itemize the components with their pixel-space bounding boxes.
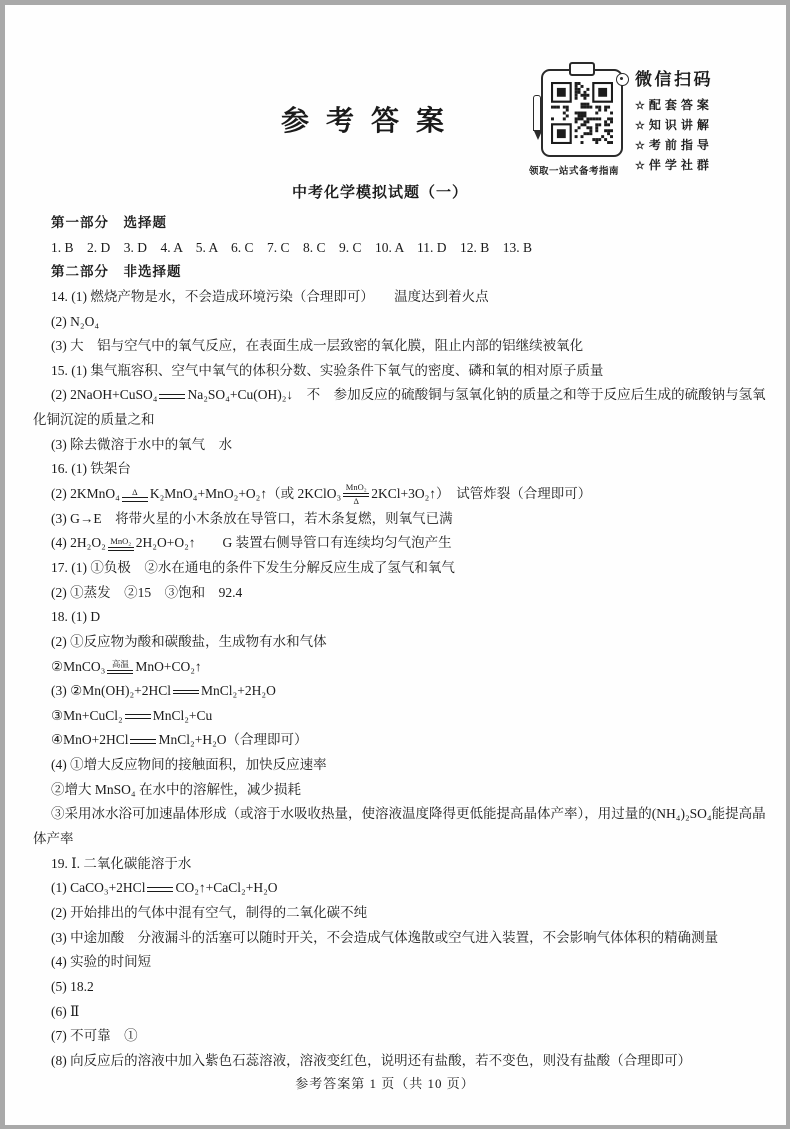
- reaction-equals-sign: [159, 394, 185, 399]
- answer-line: (5) 18.2: [51, 978, 94, 994]
- answer-line: ②MnCO₃ 高温 MnO+CO₂↑: [51, 658, 202, 674]
- answer-line: (3) G→E 将带火星的小木条放在导管口，若木条复燃，则氧气已满: [51, 510, 453, 526]
- star-icon: ☆: [635, 100, 645, 112]
- reaction-equals-sign: MnO₂ Δ: [343, 483, 369, 506]
- answer-line: 17. (1) ①负极 ②水在通电的条件下发生分解反应生成了氢气和氧气: [51, 559, 455, 575]
- answer-line: (2) 2NaOH+CuSO₄ Na₂SO₄+Cu(OH)₂↓ 不 参加反应的硫酸铜与氢氧化钠的质量之和等于反应后生成的硫酸钠与氢氧: [51, 387, 766, 403]
- answers-body: [5, 211, 786, 1073]
- star-icon: ☆: [635, 160, 645, 172]
- wechat-qr-code-icon: [551, 82, 613, 144]
- qr-benefit-item: ☆ 知识讲解: [635, 118, 713, 132]
- answer-line: 化铜沉淀的质量之和: [33, 412, 155, 428]
- reaction-equals-sign: [147, 887, 173, 892]
- answer-line: (4) 实验的时间短: [51, 954, 152, 970]
- star-icon: ☆: [635, 140, 645, 152]
- answer-line: (6) Ⅱ: [51, 1003, 80, 1019]
- answer-line: 18. (1) D: [51, 609, 101, 625]
- qr-benefit-item: ☆ 配套答案: [635, 98, 713, 112]
- pencil-icon: [533, 95, 543, 143]
- answer-line: (3) 中途加酸 分液漏斗的活塞可以随时开关，不会造成气体逸散或空气进入装置，不会影响气体体积的精确测量: [51, 929, 719, 945]
- answer-line: 15. (1) 集气瓶容积、空气中氧气的体积分数、实验条件下氧气的密度、磷和氧的相对原子质量: [51, 362, 604, 378]
- qr-benefit-item: ☆ 考前指导: [635, 138, 713, 152]
- answer-line: (2) 开始排出的气体中混有空气，制得的二氧化碳不纯: [51, 904, 368, 920]
- qr-benefit-item: ☆ 伴学社群: [635, 158, 713, 172]
- qr-circle-decoration: [616, 73, 629, 86]
- answer-line: (3) 除去微溶于水中的氧气 水: [51, 436, 233, 452]
- answer-line: ③采用冰水浴可加速晶体形成（或溶于水吸收热量，使溶液温度降得更低能提高晶体产率），用过量的(NH₄)₂SO₄能提高晶: [51, 806, 766, 822]
- answer-line: 第一部分 选择题: [51, 215, 167, 230]
- answer-line: 19. Ⅰ. 二氧化碳能溶于水: [51, 855, 192, 871]
- answer-line: (4) 2H₂O₂ MnO₂ 2H₂O+O₂↑ G 装置右侧导管口有连续均匀气泡产生: [51, 535, 452, 551]
- scanned-page: [5, 5, 786, 1125]
- answer-line: (8) 向反应后的溶液中加入紫色石蕊溶液，溶液变红色，说明还有盐酸，若不变色，则没有盐酸（合理即可）: [51, 1052, 692, 1068]
- page-title: 参 考 答 案: [281, 106, 450, 137]
- answer-line: 14. (1) 燃烧产物是水，不会造成环境污染（合理即可） 温度达到着火点: [51, 288, 489, 304]
- reaction-equals-sign: Δ: [122, 488, 148, 502]
- answer-line: 16. (1) 铁架台: [51, 461, 131, 477]
- reaction-equals-sign: MnO₂: [108, 537, 134, 551]
- answer-line: (1) CaCO₃+2HCl CO₂↑+CaCl₂+H₂O: [51, 880, 278, 896]
- answer-line: 1. B 2. D 3. D 4. A 5. A 6. C 7. C 8. C 9. C 10. A 11. D 12. B 13. B: [51, 239, 533, 255]
- answer-line: (4) ①增大反应物间的接触面积，加快反应速率: [51, 757, 327, 773]
- qr-frame: [541, 69, 623, 157]
- star-icon: ☆: [635, 120, 645, 132]
- wechat-qr-panel: [527, 63, 753, 175]
- answer-line: (2) N₂O₄: [51, 313, 100, 329]
- qr-tab-decoration: [569, 62, 595, 76]
- answer-line: 第二部分 非选择题: [51, 264, 182, 280]
- reaction-equals-sign: [125, 714, 151, 719]
- reaction-equals-sign: [130, 739, 156, 744]
- reaction-equals-sign: [173, 690, 199, 695]
- answer-line: (2) 2KMnO₄ Δ K₂MnO₄+MnO₂+O₂↑（或 2KClO₃ MnO₂ Δ 2KCl+3O₂↑） 试管炸裂（合理即可）: [51, 482, 592, 507]
- page-footer: 参考答案第 1 页（共 10 页）: [295, 1076, 475, 1091]
- answer-line: ④MnO+2HCl MnCl₂+H₂O（合理即可）: [51, 732, 308, 748]
- qr-caption: 领取一站式备考指南: [529, 167, 620, 177]
- answer-line: (3) 大 铝与空气中的氧气反应，在表面生成一层致密的氧化膜，阻止内部的铝继续被氧化: [51, 338, 584, 354]
- answer-line: (2) ①反应物为酸和碳酸盐，生成物有水和气体: [51, 633, 327, 649]
- answer-line: ②增大 MnSO₄ 在水中的溶解性，减少损耗: [51, 781, 301, 797]
- answer-line: 体产率: [33, 831, 74, 847]
- answer-line: (2) ①蒸发 ②15 ③饱和 92.4: [51, 584, 243, 600]
- answer-line: (3) ②Mn(OH)₂+2HCl MnCl₂+2H₂O: [51, 683, 276, 699]
- qr-benefit-list: [635, 96, 713, 176]
- answer-line: (7) 不可靠 ①: [51, 1028, 138, 1044]
- exam-title: 中考化学模拟试题（一）: [291, 185, 468, 201]
- answer-line: ③Mn+CuCl₂ MnCl₂+Cu: [51, 707, 213, 723]
- reaction-equals-sign: 高温: [107, 660, 133, 674]
- wechat-scan-heading: 微信扫码: [635, 70, 713, 89]
